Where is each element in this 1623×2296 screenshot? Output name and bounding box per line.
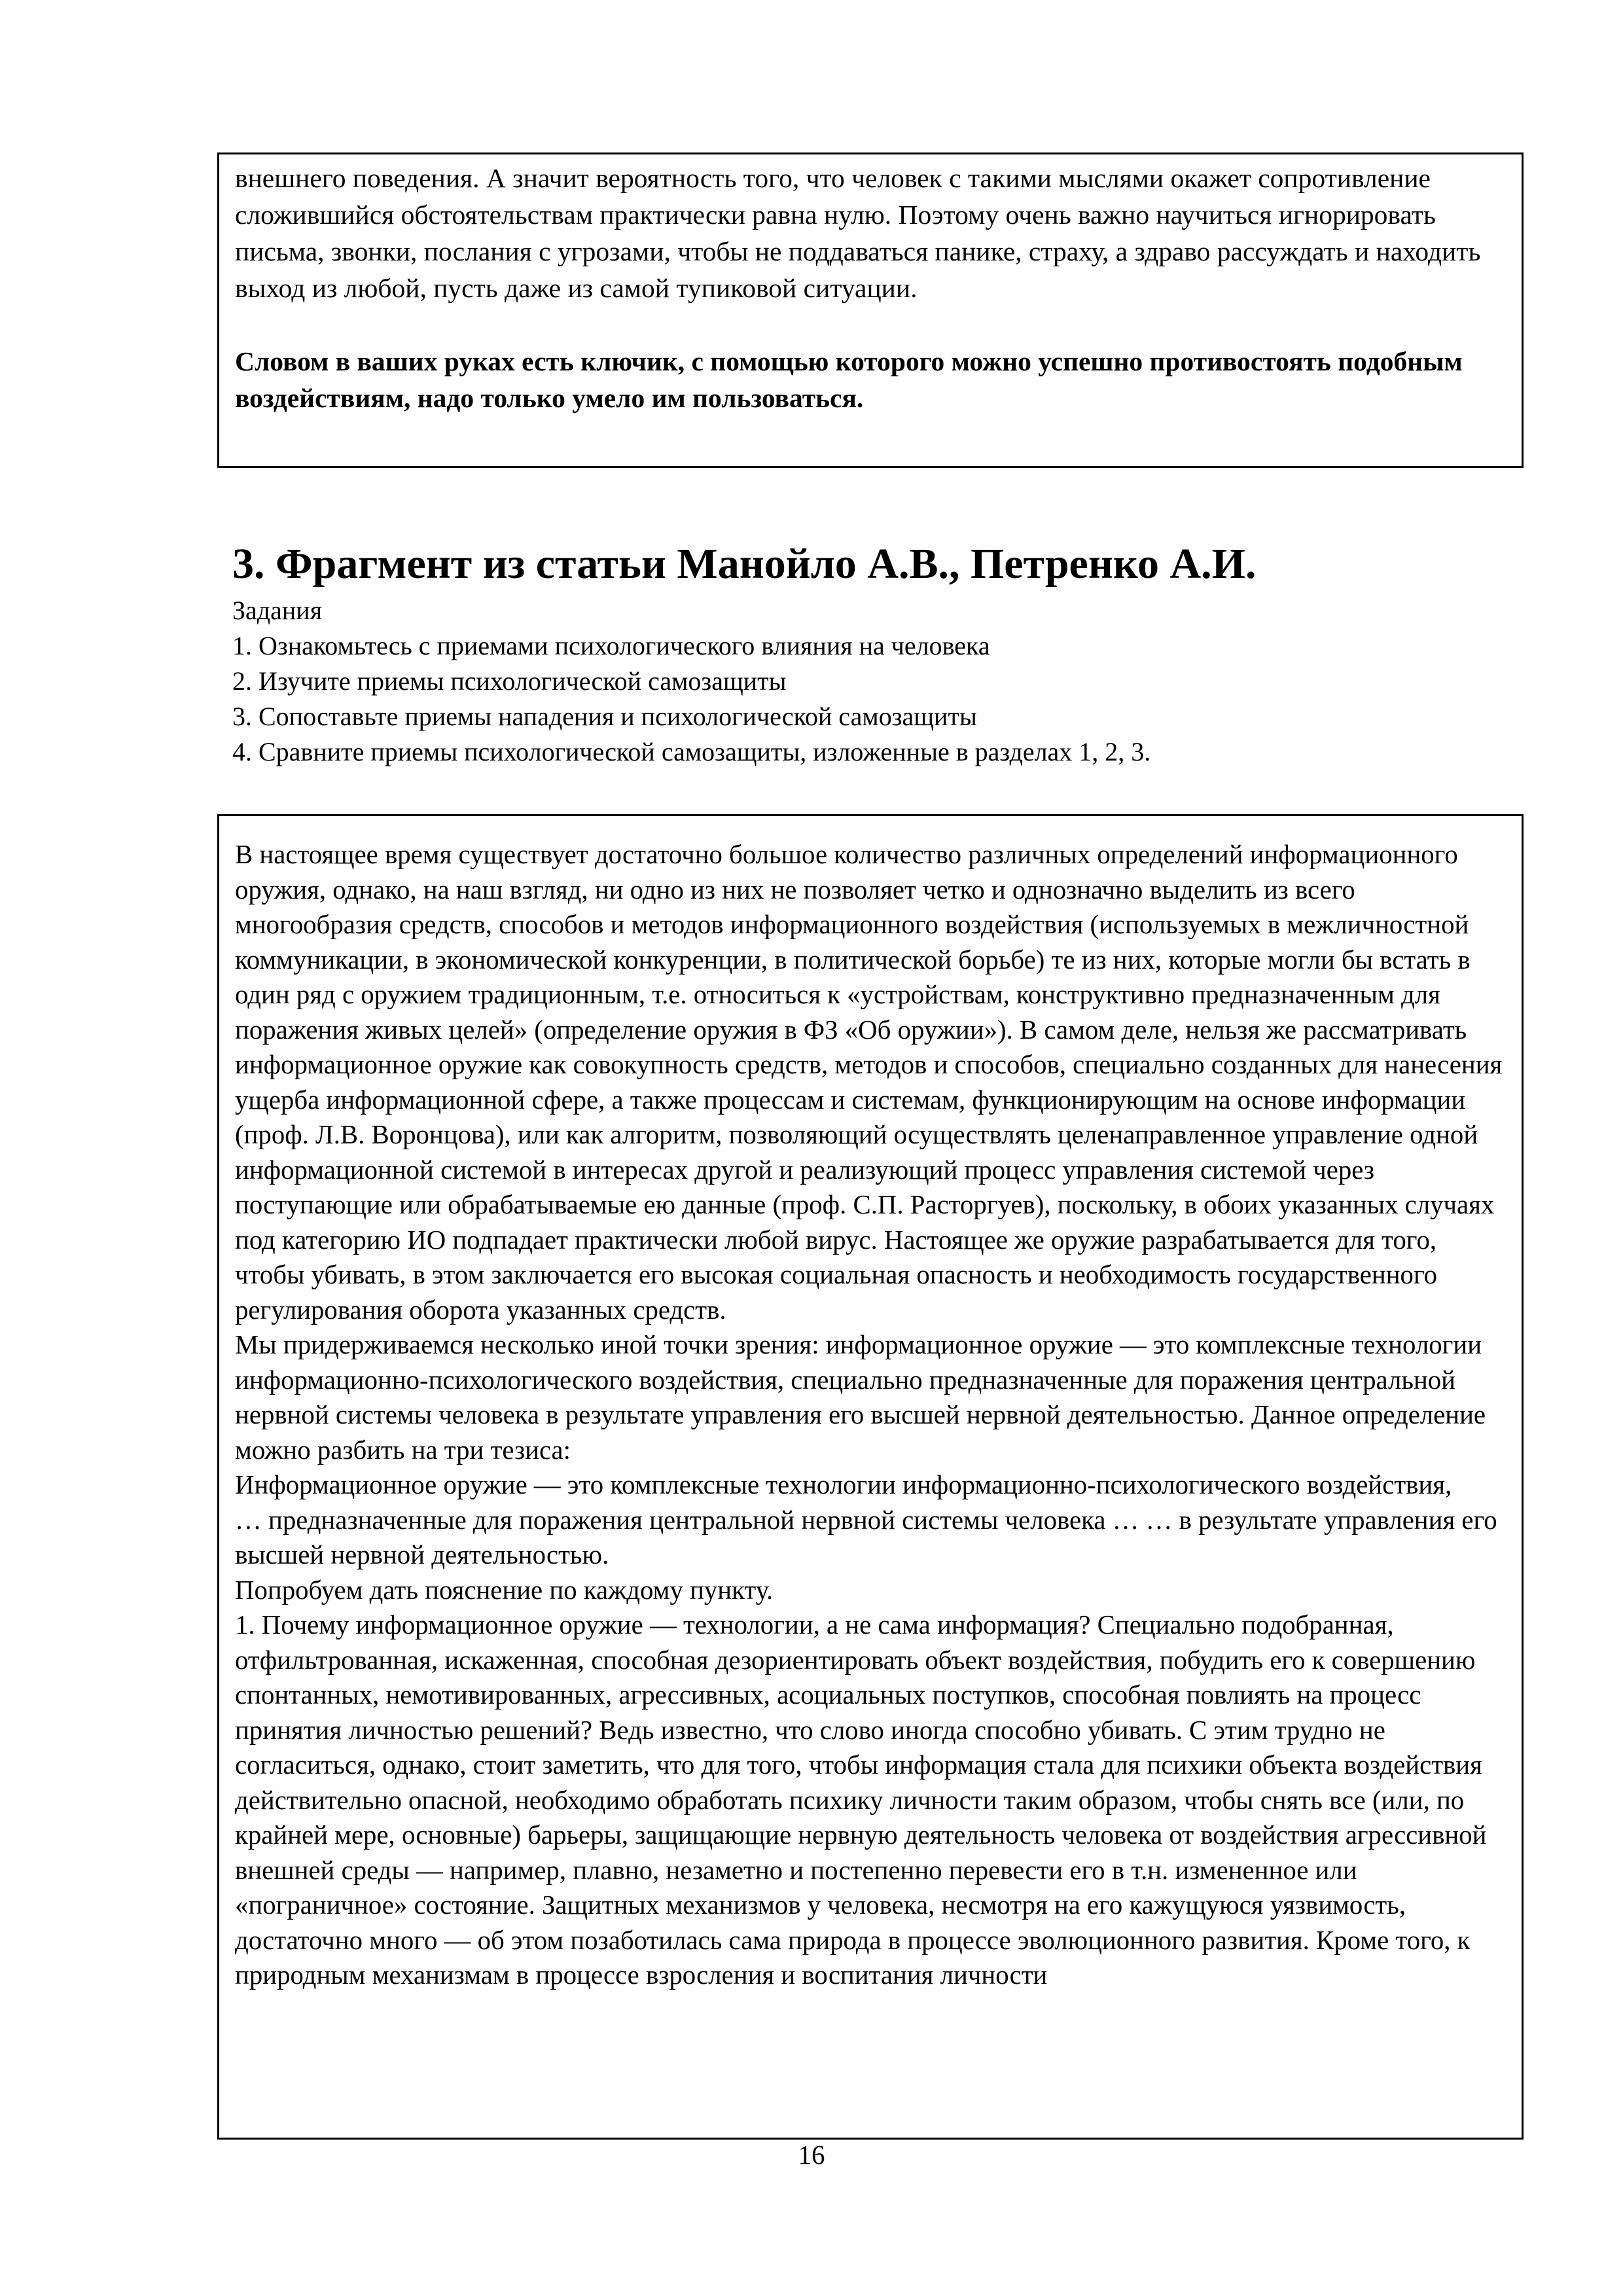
tasks-list <box>232 628 1150 770</box>
article-fragment-box <box>217 814 1524 2140</box>
tasks-block <box>232 593 1150 770</box>
article-paragraph: 1. Почему информационное оружие — технологии, а не сама информация? Специально подобранная, отфильтрованная, искаженная, способная дезориентировать объект воздействия, побудить его к совершению спонтанных, немотивированных, агрессивных, асоциальных поступков, способная повлиять на процесс принятия личностью решений? Ведь известно, что слово иногда способно убивать. С этим трудно не согласиться, однако, стоит заметить, что для того, чтобы информация стала для психики объекта воздействия действительно опасной, необходимо обработать психику личности таким образом, чтобы снять все (или, по крайней мере, основные) барьеры, защищающие нервную деятельность человека от воздействия агрессивной внешней среды — например, плавно, незаметно и постепенно перевести его в т.н. измененное или «пограничное» состояние. Защитных механизмов у человека, несмотря на его кажущуюся уязвимость, достаточно много — об этом позаботилась сама природа в процессе эволюционного развития. Кроме того, к природным механизмам в процессе взросления и воспитания личности <box>235 1610 1487 1990</box>
top-text-box <box>217 152 1524 468</box>
tasks-heading: Задания <box>232 596 323 625</box>
section-title: 3. Фрагмент из статьи Манойло А.В., Петренко А.И. <box>232 540 1257 588</box>
task-item: 4. Сравните приемы психологической самозащиты, изложенные в разделах 1, 2, 3. <box>232 737 1151 766</box>
task-item: 3. Сопоставьте приемы нападения и психологической самозащиты <box>232 702 977 731</box>
article-paragraph: Мы придерживаемся несколько иной точки зрения: информационное оружие — это комплексные технологии информационно-психологического воздействия, специально предназначенные для поражения центральной нервной системы человека в результате управления его высшей нервной деятельностью. Данное определение можно разбить на три тезиса: <box>235 1330 1486 1465</box>
article-paragraph: Информационное оружие — это комплексные технологии информационно-психологического воздействия, <box>235 1470 1452 1499</box>
task-item: 1. Ознакомьтесь с приемами психологического влияния на человека <box>232 631 990 660</box>
article-paragraph: … предназначенные для поражения центральной нервной системы человека … … в результате управления его высшей нервной деятельностью. <box>235 1505 1497 1570</box>
article-paragraph: Попробуем дать пояснение по каждому пункту. <box>235 1575 774 1605</box>
top-box-paragraph: внешнего поведения. А значит вероятность того, что человек с такими мыслями окажет сопротивление сложившийся обстоятельствам практически равна нулю. Поэтому очень важно научиться игнорировать письма, звонки, послания с угрозами, чтобы не поддаваться панике, страху, а здраво рассуждать и находить выход из любой, пусть даже из самой тупиковой ситуации. <box>235 163 1481 303</box>
page-number: 16 <box>798 2140 825 2170</box>
article-paragraph: В настоящее время существует достаточно большое количество различных определений информационного оружия, однако, на наш взгляд, ни одно из них не позволяет четко и однозначно выделить из всего многообразия средств, способов и методов информационного воздействия (используемых в межличностной коммуникации, в экономической конкуренции, в политической борьбе) те из них, которые могли бы встать в один ряд с оружием традиционным, т.е. относиться к «устройствам, конструктивно предназначенным для поражения живых целей» (определение оружия в ФЗ «Об оружии»). В самом деле, нельзя же рассматривать информационное оружие как совокупность средств, методов и способов, специально созданных для нанесения ущерба информационной сфере, а также процессам и системам, функционирующим на основе информации (проф. Л.В. Воронцова), или как алгоритм, позволяющий осуществлять целенаправленное управление одной информационной системой в интересах другой и реализующий процесс управления системой через поступающие или обрабатываемые ею данные (проф. С.П. Расторгуев), поскольку, в обоих указанных случаях под категорию ИО подпадает практически любой вирус. Настоящее же оружие разрабатывается для того, чтобы убивать, в этом заключается его высокая социальная опасность и необходимость государственного регулирования оборота указанных средств. <box>235 840 1503 1325</box>
top-box-bold-paragraph: Словом в ваших руках есть ключик, с помощью которого можно успешно противостоять подобным воздействиям, надо только умело им пользоваться. <box>235 346 1463 413</box>
task-item: 2. Изучите приемы психологической самозащиты <box>232 666 787 696</box>
